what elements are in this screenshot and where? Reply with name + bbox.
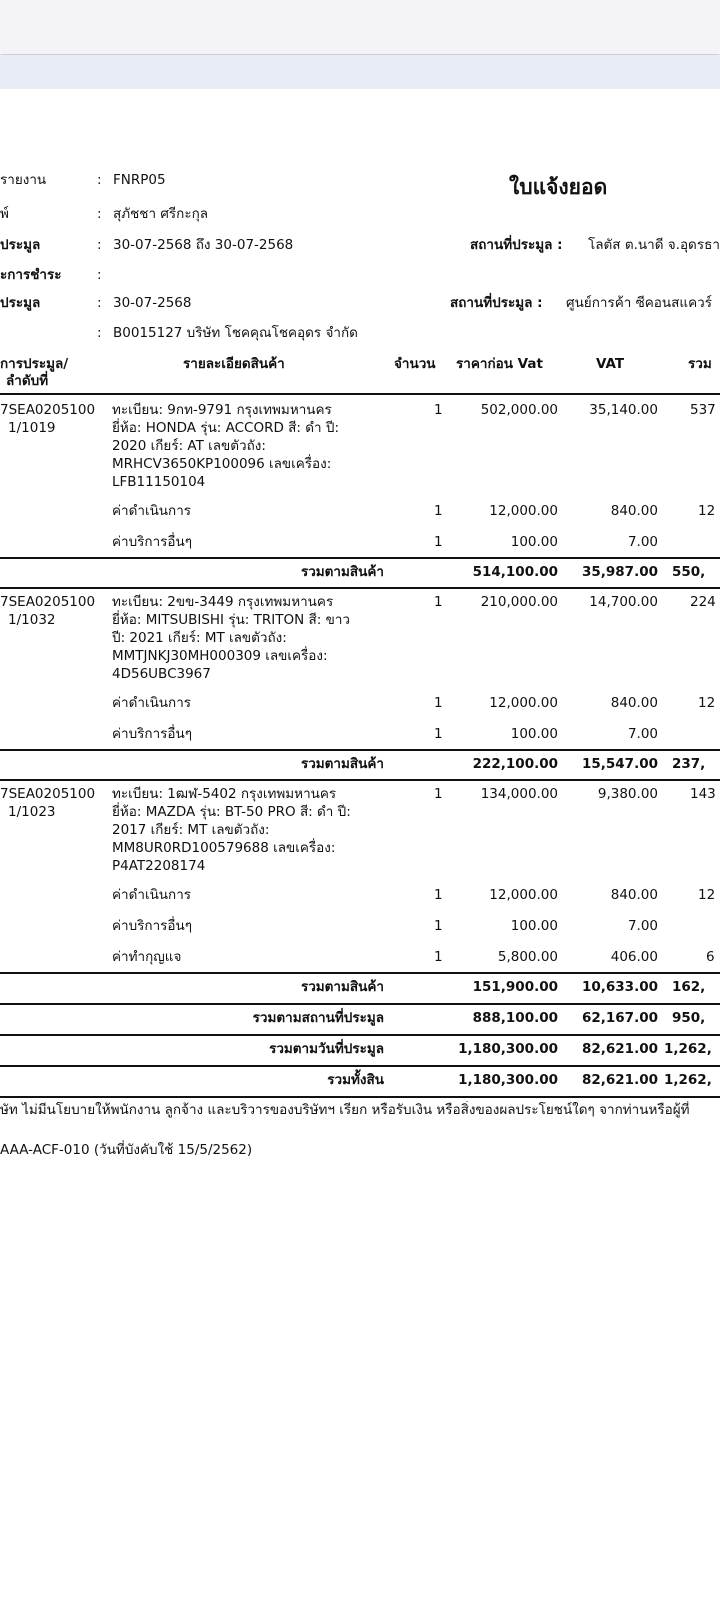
item-vat: 840.00: [610, 695, 658, 711]
item-price: 100.00: [510, 918, 558, 934]
item-qty: 1: [434, 887, 443, 903]
colon: :: [97, 172, 102, 188]
item-qty: 1: [434, 534, 443, 550]
colon: :: [97, 295, 102, 311]
item-total: 143: [690, 786, 716, 802]
col-vat: VAT: [596, 356, 625, 372]
colon: :: [97, 325, 102, 341]
auction-date-label: ประมูล: [0, 295, 41, 311]
viewer-band: [0, 55, 720, 89]
item-price: 134,000.00: [480, 786, 558, 802]
group-rule: [0, 557, 720, 559]
auction-date: 30-07-2568: [113, 295, 192, 311]
print-label: พ์: [0, 206, 9, 222]
item-vat: 406.00: [610, 949, 658, 965]
group-rule: [0, 779, 720, 781]
item-vat: 7.00: [627, 918, 658, 934]
item-desc: ค่าดำเนินการ: [112, 695, 192, 711]
colon: :: [97, 267, 102, 283]
subtotal-price: 222,100.00: [472, 756, 558, 772]
item-price: 210,000.00: [480, 594, 558, 610]
header-rule: [0, 393, 720, 395]
subtotal-vat: 10,633.00: [581, 979, 658, 995]
subtotal-label: รวมตามสินค้า: [300, 756, 384, 772]
ref-no: 7SEA0205100: [0, 402, 96, 418]
ref-no: 7SEA0205100: [0, 786, 96, 802]
auction-label: ประมูล: [0, 237, 41, 253]
policy-notice: ษัท ไม่มีนโยบายให้พนักงาน ลูกจ้าง และบริวารของบริษัทฯ เรียก หรือรับเงิน หรือสิ่งของผลประโยชน์ใดๆ จากท่านหรือผู้ที่: [0, 1102, 690, 1118]
total-by-location-price: 888,100.00: [472, 1010, 558, 1026]
location-label: สถานที่ประมูล :: [450, 295, 543, 311]
total-rule: [0, 1034, 720, 1036]
payment-label: ะการชำระ: [0, 267, 62, 283]
item-total: 537: [690, 402, 716, 418]
seq-no: 1/1032: [8, 612, 56, 628]
item-qty: 1: [434, 402, 443, 418]
subtotal-price: 151,900.00: [472, 979, 558, 995]
item-price: 12,000.00: [489, 887, 558, 903]
item-qty: 1: [434, 786, 443, 802]
subtotal-total: 550,: [672, 564, 706, 580]
subtotal-total: 162,: [672, 979, 706, 995]
item-total: 12: [698, 887, 716, 903]
grand-total-price: 1,180,300.00: [458, 1072, 558, 1088]
col-desc: รายละเอียดสินค้า: [183, 356, 285, 372]
page-title: ใบแจ้งยอด: [509, 175, 608, 199]
report-value: FNRP05: [113, 172, 166, 188]
grand-total-vat: 82,621.00: [581, 1072, 658, 1088]
subtotal-label: รวมตามสินค้า: [300, 979, 384, 995]
total-rule: [0, 1065, 720, 1067]
grand-total-label: รวมทั้งสิน: [327, 1072, 384, 1088]
item-vat: 840.00: [610, 503, 658, 519]
item-total: 224: [690, 594, 716, 610]
item-price: 12,000.00: [489, 695, 558, 711]
item-qty: 1: [434, 949, 443, 965]
item-price: 12,000.00: [489, 503, 558, 519]
item-vat: 7.00: [627, 726, 658, 742]
total-by-date-vat: 82,621.00: [581, 1041, 658, 1057]
item-desc: ค่าดำเนินการ: [112, 887, 192, 903]
item-desc: ทะเบียน: 2ขข-3449 กรุงเทพมหานคร ยี่ห้อ: MITSUBISHI รุ่น: TRITON สี: ขาว ปี: 2021 เกียร์: MT เลขตัวถัง: MMTJNKJ30MH000309 เลขเครื่อง: 4D56UBC3967: [112, 594, 350, 682]
group-rule: [0, 972, 720, 974]
item-vat: 7.00: [627, 534, 658, 550]
col-qty: จำนวน: [394, 356, 436, 372]
location-value: โลตัส ต.นาดี จ.อุดรธา: [588, 237, 720, 253]
colon: :: [97, 206, 102, 222]
total-by-location-vat: 62,167.00: [581, 1010, 658, 1026]
total-rule: [0, 1096, 720, 1098]
item-qty: 1: [434, 918, 443, 934]
item-price: 502,000.00: [480, 402, 558, 418]
item-total: 12: [698, 503, 716, 519]
col-price: ราคาก่อน Vat: [456, 356, 543, 372]
report-label: รายงาน: [0, 172, 47, 188]
item-desc: ทะเบียน: 1ฒฬ-5402 กรุงเทพมหานคร ยี่ห้อ: MAZDA รุ่น: BT-50 PRO สี: ดำ ปี: 2017 เกียร์: MT เลขตัวถัง: MM8UR0RD100579688 เลขเครื่อง: P4AT2208174: [112, 786, 351, 874]
subtotal-price: 514,100.00: [472, 564, 558, 580]
group-rule: [0, 749, 720, 751]
form-code: AAA-ACF-010 (วันที่บังคับใช้ 15/5/2562): [0, 1142, 253, 1158]
subtotal-total: 237,: [672, 756, 706, 772]
item-qty: 1: [434, 594, 443, 610]
item-desc: ค่าบริการอื่นๆ: [112, 534, 193, 550]
item-qty: 1: [434, 695, 443, 711]
col-ref-line1: การประมูล/: [0, 356, 69, 372]
item-total: 12: [698, 695, 716, 711]
group-rule: [0, 1003, 720, 1005]
col-ref-line2: ลำดับที่: [6, 373, 49, 389]
grand-total-total: 1,262,: [664, 1072, 712, 1088]
item-desc: ค่าดำเนินการ: [112, 503, 192, 519]
auction-date-range: 30-07-2568 ถึง 30-07-2568: [113, 237, 294, 253]
customer-company: B0015127 บริษัท โชคคุณโชคอุดร จำกัด: [113, 325, 358, 341]
item-price: 100.00: [510, 726, 558, 742]
location-label: สถานที่ประมูล :: [470, 237, 563, 253]
item-price: 100.00: [510, 534, 558, 550]
item-vat: 35,140.00: [589, 402, 658, 418]
total-by-date-total: 1,262,: [664, 1041, 712, 1057]
total-by-location-total: 950,: [672, 1010, 706, 1026]
group-rule: [0, 587, 720, 589]
ref-no: 7SEA0205100: [0, 594, 96, 610]
item-qty: 1: [434, 503, 443, 519]
subtotal-vat: 15,547.00: [581, 756, 658, 772]
subtotal-label: รวมตามสินค้า: [300, 564, 384, 580]
item-desc: ค่าบริการอื่นๆ: [112, 726, 193, 742]
total-by-date-label: รวมตามวันที่ประมูล: [269, 1041, 384, 1057]
total-by-date-price: 1,180,300.00: [458, 1041, 558, 1057]
item-vat: 14,700.00: [589, 594, 658, 610]
item-desc: ทะเบียน: 9กท-9791 กรุงเทพมหานคร ยี่ห้อ: HONDA รุ่น: ACCORD สี: ดำ ปี: 2020 เกียร์: AT เลขตัวถัง: MRHCV3650KP100096 เลขเครื่อง: LFB11150104: [112, 402, 340, 490]
col-total: รวม: [688, 356, 712, 372]
seq-no: 1/1023: [8, 804, 56, 820]
item-desc: ค่าทำกุญแจ: [112, 949, 182, 965]
print-value: สุภัชชา ศรีกะกุล: [113, 206, 209, 222]
colon: :: [97, 237, 102, 253]
item-vat: 840.00: [610, 887, 658, 903]
location-value: ศูนย์การค้า ซีคอนสแควร์: [566, 295, 712, 311]
item-total: 6: [706, 949, 715, 965]
item-desc: ค่าบริการอื่นๆ: [112, 918, 193, 934]
subtotal-vat: 35,987.00: [581, 564, 658, 580]
item-vat: 9,380.00: [597, 786, 658, 802]
item-price: 5,800.00: [497, 949, 558, 965]
top-toolbar: [0, 0, 720, 54]
item-qty: 1: [434, 726, 443, 742]
total-by-location-label: รวมตามสถานที่ประมูล: [252, 1010, 384, 1026]
seq-no: 1/1019: [8, 420, 56, 436]
